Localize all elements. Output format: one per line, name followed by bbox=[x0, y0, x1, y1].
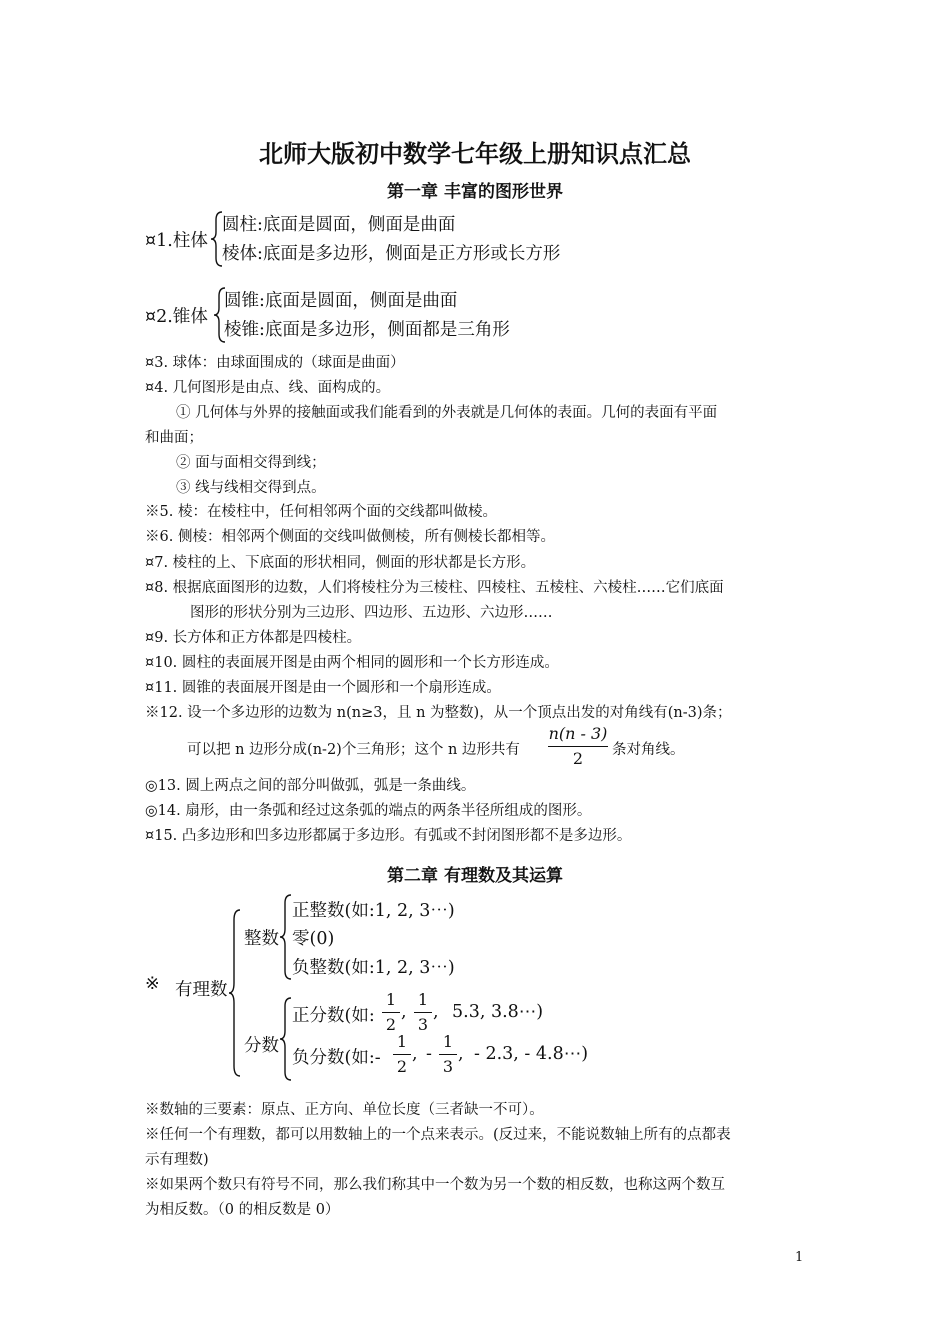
number-line-representation-cont: 示有理数) bbox=[145, 1152, 209, 1168]
comma-separator: , bbox=[401, 1002, 407, 1022]
brace-icon bbox=[279, 996, 293, 1082]
tree-fractions-label: 分数 bbox=[244, 1036, 279, 1056]
item-8-cont: 图形的形状分别为三边形、四边形、五边形、六边形…… bbox=[190, 605, 553, 621]
tree-negative-fractions-post: - 2.3, - 4.8⋯) bbox=[474, 1044, 589, 1064]
brace-icon bbox=[279, 893, 293, 981]
item-5: ※5. 棱：在棱柱中，任何相邻两个面的交线都叫做棱。 bbox=[145, 504, 497, 520]
item-12-cont-post: 条对角线。 bbox=[612, 742, 685, 758]
minus-sign: - bbox=[426, 1044, 432, 1064]
fraction-one-third: 1 3 bbox=[439, 1032, 457, 1077]
item-9: ¤9. 长方体和正方体都是四棱柱。 bbox=[145, 630, 362, 646]
item-15: ¤15. 凸多边形和凹多边形都属于多边形。有弧或不封闭图形都不是多边形。 bbox=[145, 828, 632, 844]
tree-positive-fractions-post: 5.3, 3.8⋯) bbox=[452, 1002, 544, 1022]
item-6: ※6. 侧棱：相邻两个侧面的交线叫做侧棱，所有侧棱长都相等。 bbox=[145, 529, 555, 545]
fraction-denominator: 2 bbox=[572, 749, 584, 768]
item-7: ¤7. 棱柱的上、下底面的形状相同，侧面的形状都是长方形。 bbox=[145, 555, 536, 571]
item-1-sub-2: 棱体:底面是多边形，侧面是正方形或长方形 bbox=[222, 244, 561, 264]
fraction-one-third: 1 3 bbox=[414, 990, 432, 1035]
item-2-sub-2: 棱锥:底面是多边形，侧面都是三角形 bbox=[224, 320, 510, 340]
tree-positive-integers: 正整数(如:1, 2, 3⋯) bbox=[292, 901, 455, 921]
document-title: 北师大版初中数学七年级上册知识点汇总 bbox=[259, 140, 691, 168]
item-12-cont-pre: 可以把 n 边形分成(n-2)个三角形；这个 n 边形共有 bbox=[187, 742, 520, 758]
item-4-sub-3: ③ 线与线相交得到点。 bbox=[176, 480, 326, 496]
tree-root-label: 有理数 bbox=[175, 980, 228, 1000]
item-11: ¤11. 圆锥的表面展开图是由一个圆形和一个扇形连成。 bbox=[145, 680, 501, 696]
diagonal-count-fraction bbox=[548, 724, 608, 769]
fraction-one-half: 1 2 bbox=[382, 990, 400, 1035]
item-4-sub-2: ② 面与面相交得到线； bbox=[176, 455, 326, 471]
fraction-one-half: 1 2 bbox=[393, 1032, 411, 1077]
tree-negative-integers: 负整数(如:1, 2, 3⋯) bbox=[292, 958, 455, 978]
item-1-label: ¤1.柱体 bbox=[145, 231, 208, 251]
page-number: 1 bbox=[795, 1250, 804, 1265]
number-line-representation: ※任何一个有理数，都可以用数轴上的一个点来表示。(反过来，不能说数轴上所有的点都表 bbox=[145, 1127, 731, 1143]
item-13: ◎13. 圆上两点之间的部分叫做弧，弧是一条曲线。 bbox=[145, 778, 476, 794]
opposite-numbers-cont: 为相反数。（0 的相反数是 0） bbox=[145, 1202, 340, 1218]
number-line-elements: ※数轴的三要素：原点、正方向、单位长度（三者缺一不可）。 bbox=[145, 1102, 544, 1118]
item-3: ¤3. 球体：由球面围成的（球面是曲面） bbox=[145, 355, 405, 371]
tree-negative-fractions-pre: 负分数(如:- bbox=[292, 1048, 381, 1068]
item-2-label: ¤2.锥体 bbox=[145, 307, 208, 327]
item-4: ¤4. 几何图形是由点、线、面构成的。 bbox=[145, 380, 391, 396]
brace-icon bbox=[228, 908, 242, 1078]
item-2-sub-1: 圆锥:底面是圆面，侧面是曲面 bbox=[224, 291, 458, 311]
tree-zero: 零(0) bbox=[292, 929, 335, 949]
tree-positive-fractions-pre: 正分数(如: bbox=[292, 1006, 375, 1026]
chapter-2-heading: 第二章 有理数及其运算 bbox=[387, 866, 563, 886]
item-1-sub-1: 圆柱:底面是圆面，侧面是曲面 bbox=[222, 215, 456, 235]
tree-mark: ※ bbox=[145, 974, 160, 994]
opposite-numbers: ※如果两个数只有符号不同，那么我们称其中一个数为另一个数的相反数，也称这两个数互 bbox=[145, 1177, 725, 1193]
item-14: ◎14. 扇形，由一条弧和经过这条弧的端点的两条半径所组成的图形。 bbox=[145, 803, 592, 819]
comma-separator: , bbox=[433, 1002, 439, 1022]
item-4-sub-1-cont: 和曲面； bbox=[145, 430, 203, 446]
item-10: ¤10. 圆柱的表面展开图是由两个相同的圆形和一个长方形连成。 bbox=[145, 655, 559, 671]
fraction-numerator: n(n - 3) bbox=[548, 724, 608, 743]
comma-separator: , bbox=[412, 1044, 418, 1064]
tree-integers-label: 整数 bbox=[244, 929, 279, 949]
item-4-sub-1: ① 几何体与外界的接触面或我们能看到的外表就是几何体的表面。几何的表面有平面 bbox=[176, 405, 718, 421]
comma-separator: , bbox=[458, 1044, 464, 1064]
item-12: ※12. 设一个多边形的边数为 n(n≥3，且 n 为整数)，从一个顶点出发的对角线有(n-3)条； bbox=[145, 705, 732, 721]
chapter-1-heading: 第一章 丰富的图形世界 bbox=[387, 182, 563, 202]
item-8: ¤8. 根据底面图形的边数，人们将棱柱分为三棱柱、四棱柱、五棱柱、六棱柱……它们底面 bbox=[145, 580, 724, 596]
